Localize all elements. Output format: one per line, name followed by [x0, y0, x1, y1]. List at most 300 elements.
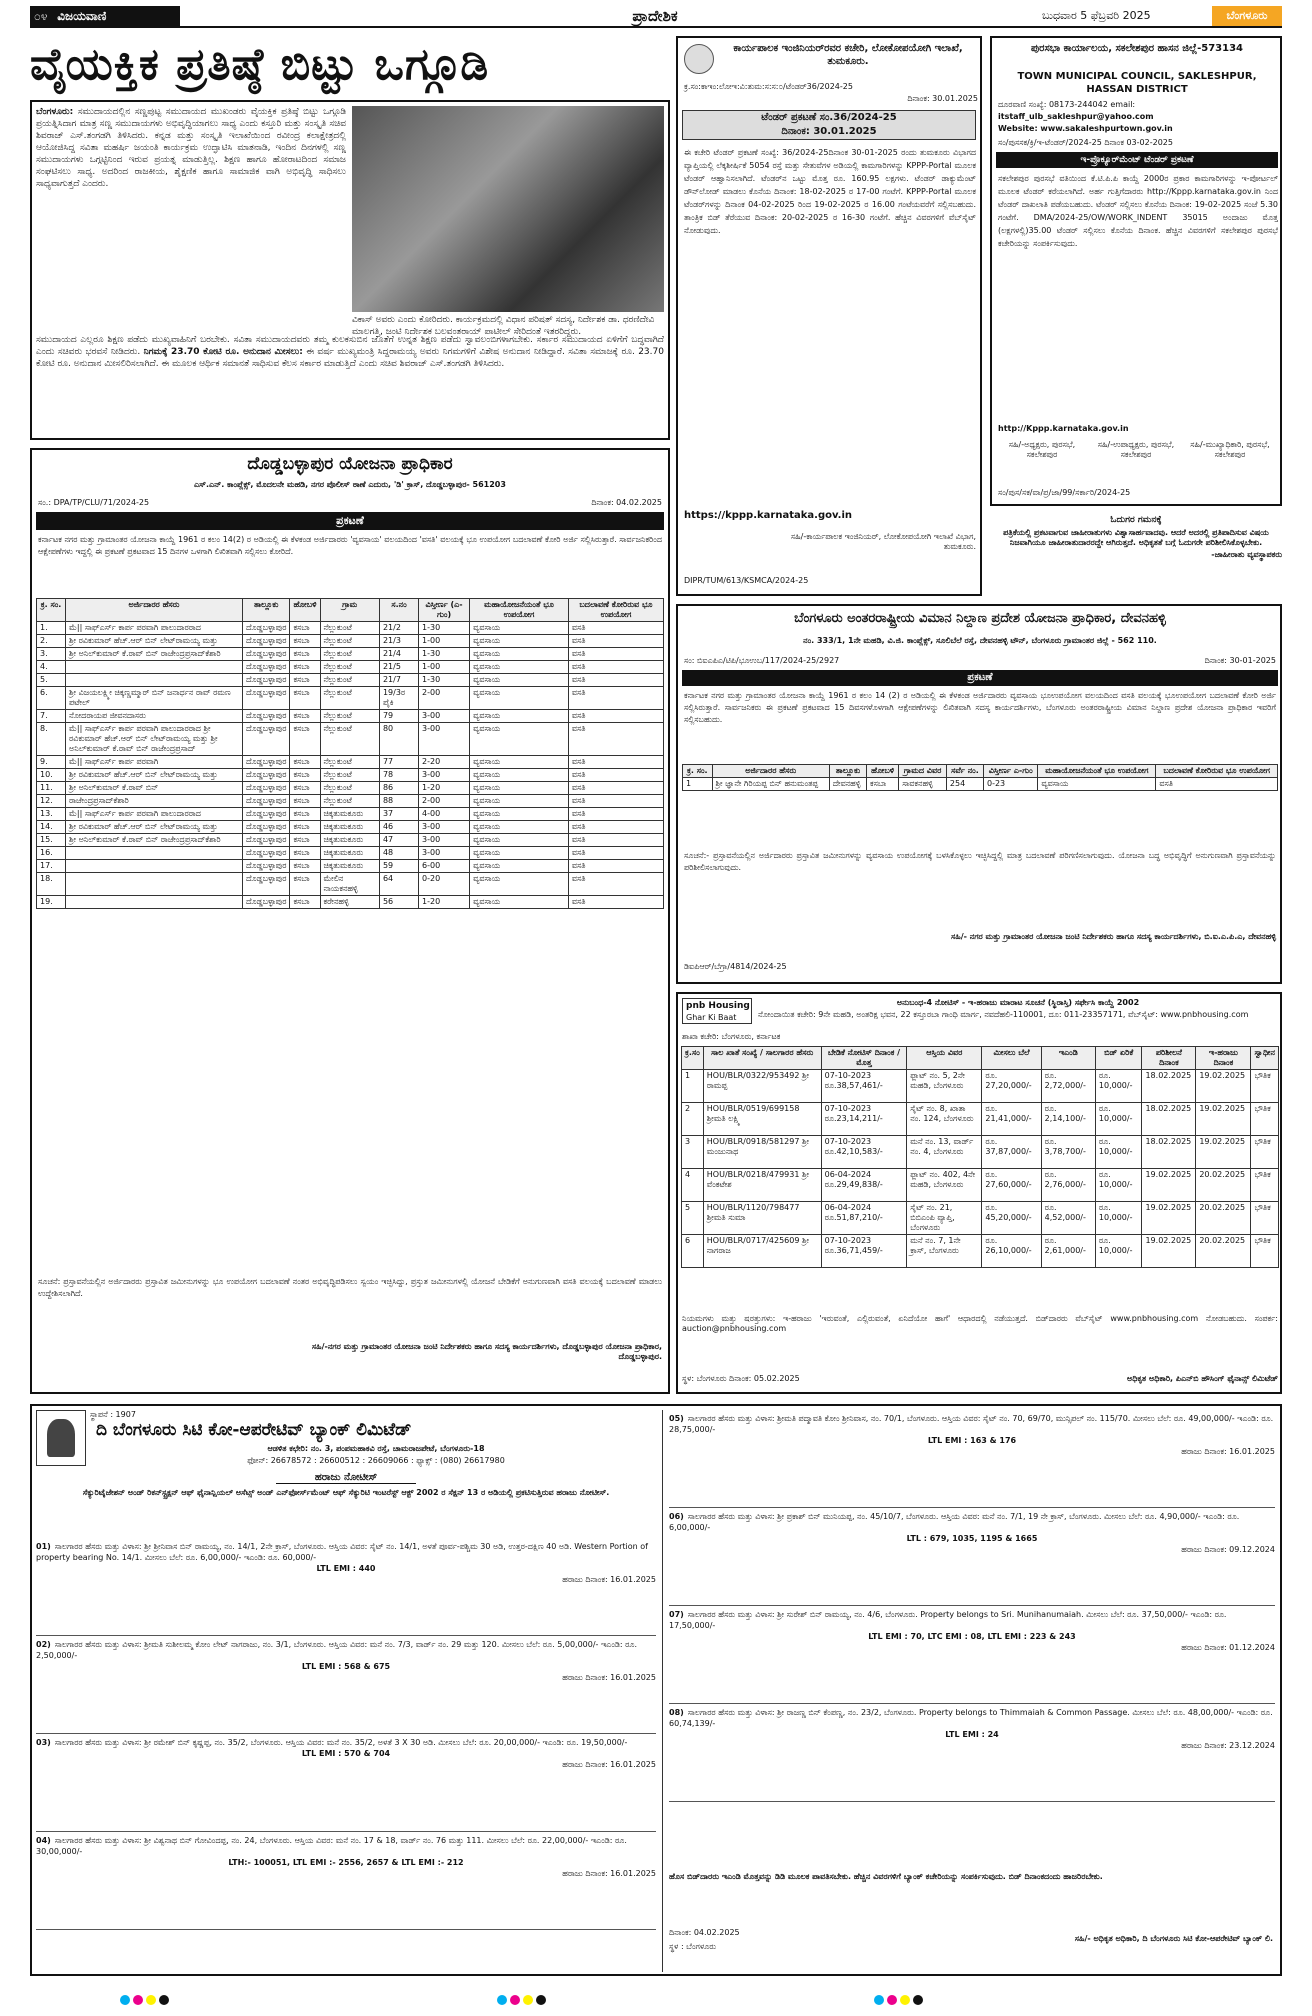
pnb-cell: 3: [682, 1136, 704, 1169]
pnb-cell: HOU/BLR/0717/425609 ಶ್ರೀ ನಾಗರಾಜ: [703, 1235, 821, 1268]
dpa-cell: ನೆಲ್ಲುಕುಂಟೆ: [320, 648, 379, 661]
dpa-table-wrap: [36, 598, 664, 1268]
bial-intro: ಕರ್ನಾಟಕ ನಗರ ಮತ್ತು ಗ್ರಾಮಾಂತರ ಯೋಜನಾ ಕಾಯ್ದೆ 1961 ರ ಕಲಂ 14 (2) ರ ಅಡಿಯಲ್ಲಿ ಈ ಕೆಳಕಂಡ ಅರ್ಜಿದಾರರು ವ್ಯವಸಾಯ ಭೂಉಪಯೋಗ ವಲಯದಿಂದ ವಸತಿ ವಲಯಕ್ಕೆ ಭೂಉಪಯೋಗ ಬದಲಾವಣೆ ಕೋರಿ ಅರ್ಜಿ ಸಲ್ಲಿಸಿರುತ್ತಾರೆ. ಸಾರ್ವಜನಿಕರು ಈ ಪ್ರಕಟಣೆ ಪ್ರಕಟವಾದ 15 ದಿವಸಗಳೊಳಗಾಗಿ ಆಕ್ಷೇಪಣೆಗಳನ್ನು ಲಿಖಿತವಾಗಿ ಸದಸ್ಯ ಕಾರ್ಯದರ್ಶಿಗಳು, ಬೆಂಗಳೂರು ಅಂತರರಾಷ್ಟ್ರೀಯ ವಿಮಾನ ನಿಲ್ದಾಣ ಪ್ರದೇಶ ಯೋಜನಾ ಪ್ರಾಧಿಕಾರ ಇವರಿಗೆ ಸಲ್ಲಿಸಬಹುದು.: [684, 691, 1276, 724]
lead-photo-caption: ವಿಕಾಸ್ ಅವರು ಎಂದು ಕೋರಿದರು. ಕಾರ್ಯಕ್ರಮದಲ್ಲಿ ವಿಧಾನ ಪರಿಷತ್ ಸದಸ್ಯ, ನಿರ್ದೇಶಕ ಡಾ. ಧರಣಿದೇವಿ ಮಾಲಗತ್ತಿ, ಜಂಟಿ ನಿರ್ದೇಶಕ ಬಲವಂತರಾಯ್ ಪಾಟೀಲ್ ಸೇರಿದಂತೆ ಇತರರಿದ್ದರು.: [352, 315, 655, 337]
dpa-cell: 1.: [37, 622, 66, 635]
bial-cell: ಶ್ರೀ ಜ್ಞಾನೇ ಗಿರಿಯಪ್ಪ ಬಿನ್ ಹನುಮಂತಪ್ಪ: [712, 778, 829, 791]
reader-notice-title: ಓದುಗರ ಗಮನಕ್ಕೆ: [1110, 515, 1162, 525]
dpa-cell: 11.: [37, 782, 66, 795]
city-tag: ಬೆಂಗಳೂರು: [1212, 6, 1282, 26]
dpa-cell: ನೆಲ್ಲುಕುಂಟೆ: [320, 674, 379, 687]
bial-note: ಸೂಚನೆ:- ಪ್ರಸ್ತಾವನೆಯಲ್ಲಿನ ಅರ್ಜಿದಾರರು ಪ್ರಸ್ತಾವಿತ ಜಮೀನುಗಳನ್ನು ವ್ಯವಸಾಯ ಉಪಯೋಗಕ್ಕೆ ಬಳಸಿಕೊಳ್ಳಲು ಇಚ್ಛಿಸಿದ್ದಲ್ಲಿ ಮಾತ್ರ ಬದಲಾವಣೆ ಪರಿಗಣಿಸಲಾಗುವುದು. ಯೋಜನಾ ಬದ್ಧ ಅಭಿವೃದ್ಧಿಗೆ ಅನುಗುಣವಾಗಿ ಪ್ರಸ್ತಾವನೆಯನ್ನು ಪರಿಶೀಲಿಸಲಾಗುವುದು.: [684, 851, 1276, 872]
dpa-th: ಗ್ರಾಮ: [320, 599, 379, 622]
table-row: [37, 723, 664, 756]
dpa-cell: 1-30: [419, 674, 470, 687]
bial-notice: ಪ್ರಕಟಣೆ: [682, 670, 1278, 686]
dpa-cell: 1-00: [419, 661, 470, 674]
lot-text: ಸಾಲಗಾರರ ಹೆಸರು ಮತ್ತು ವಿಳಾಸ: ಶ್ರೀ ಪ್ರಕಾಶ್ ಬಿನ್ ಮುನಿಯಪ್ಪ, ನಂ. 45/10/7, ಬೆಂಗಳೂರು. ಆಸ್ತಿಯ ವಿವರ: ಮನೆ ನಂ. 7/1, 19 ನೇ ಕ್ರಾಸ್, ಬೆಂಗಳೂರು. ಮೀಸಲು ಬೆಲೆ: ರೂ. 4,90,000/- ಇಎಂಡಿ: ರೂ. 6,00,000/-: [669, 1512, 1240, 1532]
dpa-title: ದೊಡ್ಡಬಳ್ಳಾಪುರ ಯೋಜನಾ ಪ್ರಾಧಿಕಾರ: [247, 454, 453, 474]
auction-lot: [36, 1636, 656, 1734]
dpa-table-header: [37, 599, 664, 622]
page-number-box: [30, 6, 180, 26]
pnb-housing-auction-ad: [676, 992, 1282, 1394]
table-row: [37, 847, 664, 860]
dpa-cell: 80: [379, 723, 418, 756]
pnb-cell: ರೂ. 45,20,000/-: [982, 1202, 1041, 1235]
dpa-cell: 77: [379, 756, 418, 769]
pnb-cell: ಫ್ಲಾಟ್ ನಂ. 5, 2ನೇ ಮಹಡಿ, ಬೆಂಗಳೂರು: [907, 1070, 982, 1103]
lot-date: ಹರಾಜು ದಿನಾಂಕ: 16.01.2025: [562, 1673, 656, 1682]
auction-lot: [36, 1832, 656, 1930]
dpa-cell: ವಸತಿ: [568, 648, 663, 661]
lot-date: ಹರಾಜು ದಿನಾಂಕ: 16.01.2025: [562, 1760, 656, 1769]
pnb-cell: ರೂ. 2,72,000/-: [1041, 1070, 1095, 1103]
dpa-cell: 3-00: [419, 821, 470, 834]
lot-text: ಸಾಲಗಾರರ ಹೆಸರು ಮತ್ತು ವಿಳಾಸ: ಶ್ರೀ ಸುರೇಶ್ ಬಿನ್ ರಾಮಯ್ಯ, ನಂ. 4/6, ಬೆಂಗಳೂರು. Property belongs to Sri. Munihanumaiah. ಮೀಸಲು ಬೆಲೆ: ರೂ. 37,50,000/- ಇಎಂಡಿ: ರೂ. 17,50,000/-: [669, 1610, 1227, 1630]
sakleshpur-email[interactable]: itstaff_ulb_sakleshpur@yahoo.com: [998, 112, 1154, 121]
pnb-footer: ನಿಯಮಗಳು ಮತ್ತು ಷರತ್ತುಗಳು: ಇ-ಹರಾಜು 'ಇರುವಂತೆ, ಎಲ್ಲಿರುವಂತೆ, ಏನಿದೆಯೋ ಹಾಗೆ' ಆಧಾರದಲ್ಲಿ ನಡೆಯುತ್ತದೆ. ಬಿಡ್‌ದಾರರು ವೆಬ್‌ಸೈಟ್ www.pnbhousing.com ನೋಡಬಹುದು. ಸಂಪರ್ಕ: auction@pnbhousing.com: [682, 1314, 1278, 1333]
dpa-notice: ಪ್ರಕಟಣೆ: [36, 512, 664, 530]
dpa-ref: ಸಂ.: DPA/TP/CLU/71/2024-25: [38, 498, 150, 507]
bccb-closing: ಹೊಸ ಬಿಡ್‌ದಾರರು ಇಎಂಡಿ ಮೊತ್ತವನ್ನು ಡಿಡಿ ಮೂಲಕ ಪಾವತಿಸಬೇಕು. ಹೆಚ್ಚಿನ ವಿವರಗಳಿಗೆ ಬ್ಯಾಂಕ್ ಕಚೇರಿಯನ್ನು ಸಂಪರ್ಕಿಸುವುದು. ಬಿಡ್ ದಿನಾಂಕದಂದು ಹಾಜರಿರಬೇಕು.: [669, 1872, 1103, 1881]
dpa-cell: ನೆಲ್ಲುಕುಂಟೆ: [320, 687, 379, 710]
dpa-cell: 0-20: [419, 873, 470, 896]
lot-emi: LTH:- 100051, LTL EMI :- 2556, 2657 & LTL EMI :- 212: [228, 1858, 464, 1867]
dpa-cell: ನೆಲ್ಲುಕುಂಟೆ: [320, 635, 379, 648]
bial-address: ನಂ. 333/1, 1ನೇ ಮಹಡಿ, ವಿ.ಜಿ. ಕಾಂಪ್ಲೆಕ್ಸ್, ಸೂಲಿಬೆಲೆ ರಸ್ತೆ, ದೇವನಹಳ್ಳಿ ಟೌನ್, ಬೆಂಗಳೂರು ಗ್ರಾಮಾಂತರ ಜಿಲ್ಲೆ - 562 110.: [803, 636, 1157, 645]
dpa-cell: 21/2: [379, 622, 418, 635]
sakleshpur-web2[interactable]: http://Kppp.karnataka.gov.in: [998, 424, 1129, 433]
pnb-cell: ಭೌತಿಕ: [1251, 1103, 1279, 1136]
table-row: [682, 1070, 1279, 1103]
dpa-cell: ವ್ಯವಸಾಯ: [470, 674, 569, 687]
doddaballapur-clu-ad: [30, 448, 670, 1394]
dpa-note: ಸೂಚನೆ: ಪ್ರಸ್ತಾವನೆಯಲ್ಲಿನ ಅರ್ಜಿದಾರರು ಪ್ರಸ್ತಾವಿತ ಜಮೀನುಗಳನ್ನು ಭೂ ಉಪಯೋಗ ಬದಲಾವಣೆ ನಂತರ ಅಭಿವೃದ್ಧಿಪಡಿಸಲು ಸ್ವಯಂ ಇಚ್ಛಿಸಿದ್ದು, ಪ್ರಸ್ತುತ ಜಮೀನುಗಳಲ್ಲಿ ಯೋಜನೆ ಬೇಡಿಕೆಗೆ ಅನುಗುಣವಾಗಿ ವಸತಿ ವಲಯಕ್ಕೆ ಬದಲಾವಣೆ ಮಾಡಲು ಉದ್ದೇಶಿಸಲಾಗಿದೆ.: [38, 1277, 662, 1298]
bank-emblem-icon: [47, 1419, 75, 1457]
pnb-cell: ಭೌತಿಕ: [1251, 1169, 1279, 1202]
pnb-cell: 19.02.2025: [1142, 1202, 1196, 1235]
dpa-cell: 2-20: [419, 756, 470, 769]
dpa-cell: ಶ್ರೀ ರವಿಕುಮಾರ್ ಹೆಚ್.ಆರ್ ಬಿನ್ ಲೇಟ್‌ರಾಮಯ್ಯ ಮತ್ತು: [66, 635, 243, 648]
pnb-cell: 06-04-2024 ರೂ.29,49,838/-: [821, 1169, 907, 1202]
pnb-cell: HOU/BLR/0519/699158 ಶ್ರೀಮತಿ ಲಕ್ಷ್ಮಿ: [703, 1103, 821, 1136]
dpa-cell: 3-00: [419, 723, 470, 756]
dpa-cell: ವಸತಿ: [568, 795, 663, 808]
pnb-cell: ರೂ. 2,14,100/-: [1041, 1103, 1095, 1136]
pnb-cell: ರೂ. 26,10,000/-: [982, 1235, 1041, 1268]
pnb-cell: 6: [682, 1235, 704, 1268]
pnb-cell: ರೂ. 27,20,000/-: [982, 1070, 1041, 1103]
dpa-cell: 48: [379, 847, 418, 860]
dpa-table-body: [37, 622, 664, 909]
table-row: [682, 1202, 1279, 1235]
table-row: [37, 896, 664, 909]
pnb-cell: ಭೌತಿಕ: [1251, 1136, 1279, 1169]
pnb-cell: 07-10-2023 ರೂ.38,57,461/-: [821, 1070, 907, 1103]
masthead: [30, 6, 1282, 28]
dpa-cell: 3-00: [419, 710, 470, 723]
table-row: [37, 795, 664, 808]
dpa-date: ದಿನಾಂಕ: 04.02.2025: [591, 498, 662, 507]
bial-table-header: [683, 765, 1278, 778]
pnb-cell: ಭೌತಿಕ: [1251, 1070, 1279, 1103]
dpa-cell: ದೊಡ್ಡಬಳ್ಳಾಪುರ: [243, 795, 290, 808]
reg-mark: [536, 1995, 546, 2005]
pnb-cell: ರೂ. 10,000/-: [1095, 1070, 1142, 1103]
dpa-cell: ಚಿಕ್ಕತುಮಕೂರು: [320, 847, 379, 860]
pnb-cell: ರೂ. 10,000/-: [1095, 1202, 1142, 1235]
pnb-sign: ಅಧಿಕೃತ ಅಧಿಕಾರಿ, ಪಿಎನ್‌ಬಿ ಹೌಸಿಂಗ್ ಫೈನಾನ್ಸ್ ಲಿಮಿಟೆಡ್: [1126, 1374, 1278, 1383]
pnb-cell: HOU/BLR/0218/479931 ಶ್ರೀ ವೆಂಕಟೇಶ: [703, 1169, 821, 1202]
dpa-cell: ಶ್ರೀ ಅನಿಲ್‌ಕುಮಾರ್ ಕೆ.ರಾವ್ ಬಿನ್: [66, 782, 243, 795]
dpa-cell: ವಸತಿ: [568, 860, 663, 873]
dpa-cell: ಕಸಬಾ: [290, 769, 320, 782]
bccb-right: [662, 1410, 1276, 1972]
dpa-cell: ದೊಡ್ಡಬಳ್ಳಾಪುರ: [243, 661, 290, 674]
pnb-title: ಅನುಬಂಧ-4 ನೋಟಿಸ್ - ಇ-ಹರಾಜು ಮಾರಾಟ ಸೂಚನೆ (ಸ್ಥಿರಾಸ್ತಿ) ಸರ್ಫೇಸಿ ಕಾಯ್ದೆ 2002: [896, 998, 1140, 1007]
pnb-cell: 19.02.2025: [1142, 1169, 1196, 1202]
pnb-cell: ರೂ. 10,000/-: [1095, 1136, 1142, 1169]
reader-notice: [990, 514, 1282, 596]
dpa-cell: ಮೆ|| ಸಾಫ್‌ಎರ್ಸ್ ಕಾರ್ಪ ಪರವಾಗಿ ಪಾಲುದಾರರಾದ: [66, 808, 243, 821]
registration-marks: [120, 1990, 1220, 2004]
dpa-th: ವಿಸ್ತೀರ್ಣ (ಎ-ಗುಂ): [419, 599, 470, 622]
dpa-cell: 14.: [37, 821, 66, 834]
dpa-cell: ವ್ಯವಸಾಯ: [470, 860, 569, 873]
tumkur-notice-date: ದಿನಾಂಕ: 30.01.2025: [781, 126, 877, 137]
dpa-cell: ವ್ಯವಸಾಯ: [470, 648, 569, 661]
bccb-logo: [36, 1410, 86, 1466]
dpa-cell: 10.: [37, 769, 66, 782]
bial-th: ಬದಲಾವಣೆ ಕೋರಿರುವ ಭೂ ಉಪಯೋಗ: [1156, 765, 1278, 778]
pnb-cell: 1: [682, 1070, 704, 1103]
tumkur-ref: ಕ್ರ.ಸಂ:ಕಾಇಂ:ಲೋಇ:ವಿ:ತುಮ:ಸ:ಸ:೦/ಟೆಂಡರ್36/2024-25: [684, 82, 853, 91]
pnb-cell: 20.02.2025: [1196, 1169, 1251, 1202]
pnb-cell: 20.02.2025: [1196, 1202, 1251, 1235]
dpa-cell: 21/4: [379, 648, 418, 661]
pnb-cell: ಮನೆ ನಂ. 13, ವಾರ್ಡ್ ನಂ. 4, ಬೆಂಗಳೂರು: [907, 1136, 982, 1169]
table-row: [682, 1235, 1279, 1268]
dpa-cell: 1-00: [419, 635, 470, 648]
bccb-left: [36, 1410, 656, 1972]
dpa-cell: ದೊಡ್ಡಬಳ್ಳಾಪುರ: [243, 648, 290, 661]
dpa-cell: ವ್ಯವಸಾಯ: [470, 847, 569, 860]
emblem-icon: [684, 44, 714, 74]
pnb-cell: ರೂ. 10,000/-: [1095, 1169, 1142, 1202]
dpa-intro: ಕರ್ನಾಟಕ ನಗರ ಮತ್ತು ಗ್ರಾಮಾಂತರ ಯೋಜನಾ ಕಾಯ್ದೆ 1961 ರ ಕಲಂ 14(2) ರ ಅಡಿಯಲ್ಲಿ ಈ ಕೆಳಕಂಡ ಅರ್ಜಿದಾರರು 'ವ್ಯವಸಾಯ' ವಲಯದಿಂದ 'ವಸತಿ' ವಲಯಕ್ಕೆ ಭೂ ಉಪಯೋಗ ಬದಲಾವಣೆ ಕೋರಿ ಅರ್ಜಿ ಸಲ್ಲಿಸಿರುತ್ತಾರೆ. ಸಾರ್ವಜನಿಕರಿಂದ ಆಕ್ಷೇಪಣೆಗಳು ಇದ್ದಲ್ಲಿ ಈ ಪ್ರಕಟಣೆ ಪ್ರಕಟವಾದ 15 ದಿನಗಳ ಒಳಗಾಗಿ ಲಿಖಿತವಾಗಿ ಸಲ್ಲಿಸಲು ಕೋರಿದೆ.: [38, 535, 662, 556]
pnb-cell: ರೂ. 4,52,000/-: [1041, 1202, 1095, 1235]
lead-col1: [36, 106, 346, 330]
bial-cell: ಕಸಬಾ: [867, 778, 899, 791]
dpa-cell: ವಸತಿ: [568, 782, 663, 795]
dpa-cell: 17.: [37, 860, 66, 873]
dpa-cell: 21/5: [379, 661, 418, 674]
dpa-cell: 79: [379, 710, 418, 723]
lot-date: ಹರಾಜು ದಿನಾಂಕ: 23.12.2024: [1181, 1741, 1275, 1750]
dpa-th: ತಾಲ್ಲೂಕು: [243, 599, 290, 622]
pnb-th: ಬಿಡ್ ಏರಿಕೆ: [1095, 1047, 1142, 1070]
dpa-cell: 21/3: [379, 635, 418, 648]
table-row: [682, 1103, 1279, 1136]
dpa-cell: 2.: [37, 635, 66, 648]
dpa-cell: ವಸತಿ: [568, 896, 663, 909]
pnb-cell: 18.02.2025: [1142, 1070, 1196, 1103]
dpa-th: ಬದಲಾವಣೆ ಕೋರಿರುವ ಭೂ ಉಪಯೋಗ: [568, 599, 663, 622]
lot-number: 03): [36, 1738, 51, 1747]
dpa-th: ಹೋಬಳಿ: [290, 599, 320, 622]
dpa-sign: ಸಹಿ/-ನಗರ ಮತ್ತು ಗ್ರಾಮಾಂತರ ಯೋಜನಾ ಜಂಟಿ ನಿರ್ದೇಶಕರು ಹಾಗೂ ಸದಸ್ಯ ಕಾರ್ಯದರ್ಶಿಗಳು, ದೊಡ್ಡಬಳ್ಳಾಪುರ ಯೋಜನಾ ಪ್ರಾಧಿಕಾರ, ದೊಡ್ಡಬಳ್ಳಾಪುರ.: [311, 1342, 662, 1361]
dpa-cell: ವಸತಿ: [568, 687, 663, 710]
sakleshpur-body: ಸಕಲೇಶಪುರ ಪುರಸಭೆ ವತಿಯಿಂದ ಕೆ.ಟಿ.ಪಿ.ಪಿ ಕಾಯ್ದೆ 2000ರ ಪ್ರಕಾರ ಕಾಮಗಾರಿಗಳನ್ನು ಇ-ಪೋರ್ಟಲ್ ಮೂಲಕ ಟೆಂಡರ್ ಕರೆಯಲಾಗಿದೆ. ಅರ್ಹ ಗುತ್ತಿಗೆದಾರರು http://Kppp.karnataka.gov.in ನಿಂದ ಟೆಂಡರ್ ದಾಖಲಾತಿ ಪಡೆಯಬಹುದು. ಟೆಂಡರ್ ಸಲ್ಲಿಸಲು ಕೊನೆಯ ದಿನಾಂಕ: 19-02-2025 ಸಂಜೆ 5.30 ಗಂಟೆಗೆ. DMA/2024-25/OW/WORK_INDENT 35015 ಅಂದಾಜು ಮೊತ್ತ (ಲಕ್ಷಗಳಲ್ಲಿ)35.00 ಟೆಂಡರ್ ಸಲ್ಲಿಸಲು ಕೊನೆಯ ದಿನಾಂಕ. ಹೆಚ್ಚಿನ ವಿವರಗಳಿಗೆ ಸಕಲೇಶಪುರ ಪುರಸಭೆ ಕಚೇರಿಯನ್ನು ಸಂಪರ್ಕಿಸುವುದು.: [998, 174, 1278, 248]
dpa-cell: ದೊಡ್ಡಬಳ್ಳಾಪುರ: [243, 896, 290, 909]
pnb-cell: ಸೈಟ್ ನಂ. 8, ಖಾತಾ ನಂ. 124, ಬೆಂಗಳೂರು: [907, 1103, 982, 1136]
table-row: [37, 648, 664, 661]
dpa-cell: ರಾಜೇಂದ್ರಪ್ರಸಾದ್‌ಕೆಶಾರಿ: [66, 795, 243, 808]
dpa-cell: ವಸತಿ: [568, 622, 663, 635]
lead-body-box: [30, 100, 670, 440]
dpa-cell: ಶ್ರೀ ರವಿಕುಮಾರ್ ಹೆಚ್.ಆರ್ ಬಿನ್ ಲೇಟ್‌ರಾಮಯ್ಯ ಮತ್ತು: [66, 821, 243, 834]
dpa-cell: 4-00: [419, 808, 470, 821]
dpa-cell: ವ್ಯವಸಾಯ: [470, 635, 569, 648]
dpa-cell: [66, 860, 243, 873]
pnb-cell: HOU/BLR/1120/798477 ಶ್ರೀಮತಿ ಸುಮಾ: [703, 1202, 821, 1235]
pnb-table-body: [682, 1070, 1279, 1268]
dpa-cell: 12.: [37, 795, 66, 808]
dpa-cell: 3-00: [419, 834, 470, 847]
dpa-th: ಕ್ರ. ಸಂ.: [37, 599, 66, 622]
pnb-cell: ಸೈಟ್ ನಂ. 21, ಬಿಬಿಎಂಪಿ ವ್ಯಾಪ್ತಿ, ಬೆಂಗಳೂರು: [907, 1202, 982, 1235]
dpa-cell: ದೊಡ್ಡಬಳ್ಳಾಪುರ: [243, 834, 290, 847]
dpa-cell: ದೊಡ್ಡಬಳ್ಳಾಪುರ: [243, 782, 290, 795]
dpa-cell: 1-20: [419, 782, 470, 795]
dpa-cell: ವಸತಿ: [568, 821, 663, 834]
dpa-cell: 1-30: [419, 648, 470, 661]
dpa-cell: [66, 896, 243, 909]
pnb-th: ಸ್ವಾಧೀನ: [1251, 1047, 1279, 1070]
dpa-cell: ಮೇಲಿನ ನಾಯಕನಹಳ್ಳಿ: [320, 873, 379, 896]
lot-number: 02): [36, 1640, 51, 1649]
dpa-cell: ನೆಲ್ಲುಕುಂಟೆ: [320, 782, 379, 795]
dpa-cell: ಮೆ|| ಸಾಫ್‌ಎರ್ಸ್ ಕಾರ್ಪ ಪರವಾಗಿ ಪಾಲುದಾರರಾದ ಶ್ರೀ ರವಿಕುಮಾರ್ ಹೆಚ್.ಆರ್ ಬಿನ್ ಲೇಟ್‌ರಾಮಯ್ಯ ಮತ್ತು ಶ್ರೀ ಅನಿಲ್‌ಕುಮಾರ್ ಕೆ.ರಾವ್ ಬಿನ್ ರಾಜೇಂದ್ರಪ್ರಸಾದ್: [66, 723, 243, 756]
lot-date: ಹರಾಜು ದಿನಾಂಕ: 16.01.2025: [562, 1869, 656, 1878]
lot-date: ಹರಾಜು ದಿನಾಂಕ: 16.01.2025: [562, 1575, 656, 1584]
dpa-cell: ದೊಡ್ಡಬಳ್ಳಾಪುರ: [243, 635, 290, 648]
pnb-tagline: Ghar Ki Baat: [686, 1013, 737, 1022]
sakleshpur-tmc-tender-ad: [990, 36, 1282, 506]
dpa-cell: ನೆಲ್ಲುಕುಂಟೆ: [320, 622, 379, 635]
pnb-th: ಇಎಂಡಿ: [1041, 1047, 1095, 1070]
dpa-cell: 18.: [37, 873, 66, 896]
lead-col-bottom: [36, 334, 664, 434]
dpa-cell: [66, 873, 243, 896]
dpa-cell: ಚಿಕ್ಕತುಮಕೂರು: [320, 821, 379, 834]
dpa-cell: 2-00: [419, 795, 470, 808]
dpa-cell: ಕಸಬಾ: [290, 661, 320, 674]
dpa-cell: ವ್ಯವಸಾಯ: [470, 622, 569, 635]
dpa-cell: ನೆಲ್ಲುಕುಂಟೆ: [320, 723, 379, 756]
sakleshpur-office-en: TOWN MUNICIPAL COUNCIL, SAKLESHPUR, HASSAN DISTRICT: [1017, 71, 1257, 95]
dpa-cell: ದೊಡ್ಡಬಳ್ಳಾಪುರ: [243, 756, 290, 769]
dpa-th: ಸ.ನಂ: [379, 599, 418, 622]
dpa-cell: ವ್ಯವಸಾಯ: [470, 782, 569, 795]
sakleshpur-phone: ದೂರವಾಣಿ ಸಂಖ್ಯೆ: 08173-244042 email:: [998, 100, 1136, 109]
bial-table: [682, 764, 1278, 791]
bccb-sign: ಸಹಿ/- ಅಧಿಕೃತ ಅಧಿಕಾರಿ, ದಿ ಬೆಂಗಳೂರು ಸಿಟಿ ಕೋ-ಆಪರೇಟಿವ್ ಬ್ಯಾಂಕ್ ಲಿ.: [1074, 1934, 1273, 1943]
lot-emi: LTL EMI : 70, LTC EMI : 08, LTL EMI : 223 & 243: [868, 1632, 1076, 1641]
sakleshpur-web[interactable]: Website: www.sakaleshpurtown.gov.in: [998, 124, 1173, 133]
table-row: [37, 834, 664, 847]
lot-emi: LTL EMI : 440: [316, 1564, 376, 1573]
dpa-address: ಎಸ್.ಎನ್. ಕಾಂಪ್ಲೆಕ್ಸ್, ಮೊದಲನೇ ಮಹಡಿ, ನಗರ ಪೊಲೀಸ್ ಠಾಣೆ ಎದುರು, 'ಡಿ' ಕ್ರಾಸ್, ದೊಡ್ಡಬಳ್ಳಾಪುರ- 561203: [194, 480, 506, 489]
dpa-cell: ನೆಲ್ಲುಕುಂಟೆ: [320, 756, 379, 769]
pnb-cell: ಮನೆ ನಂ. 7, 1ನೇ ಕ್ರಾಸ್, ಬೆಂಗಳೂರು: [907, 1235, 982, 1268]
tumkur-body: ಈ ಕಚೇರಿ ಟೆಂಡರ್ ಪ್ರಕಟಣೆ ಸಂಖ್ಯೆ: 36/2024-25ದಿನಾಂಕ 30-01-2025 ರಂದು ತುಮಕೂರು ವಿಭಾಗದ ವ್ಯಾಪ್ತಿಯಲ್ಲಿ ಲೆಕ್ಕಶೀರ್ಷಿಕೆ 5054 ರಸ್ತೆ ಮತ್ತು ಸೇತುವೆಗಳ ಅಡಿಯಲ್ಲಿ ಕಾಮಗಾರಿಗಳನ್ನು KPPP-Portal ಮೂಲಕ ಟೆಂಡರ್ ಆಹ್ವಾನಿಸಲಾಗಿದೆ. ಟೆಂಡರ್‌ನ ಒಟ್ಟು ಮೊತ್ತ ರೂ. 160.95 ಲಕ್ಷಗಳು. ಟೆಂಡರ್ ಡಾಕ್ಯುಮೆಂಟ್ ಡೌನ್‌ಲೋಡ್ ಮಾಡಲು ಕೊನೆಯ ದಿನಾಂಕ: 18-02-2025 ರ 17-00 ಗಂಟೆಗೆ. KPPP-Portal ಮೂಲಕ ಟೆಂಡರ್‌ಗಳನ್ನು ದಿನಾಂಕ 04-02-2025 ರಿಂದ 19-02-2025 ರ 16.00 ಗಂಟೆಯವರೆಗೆ ಸಲ್ಲಿಸಬಹುದು. ತಾಂತ್ರಿಕ ಬಿಡ್ ತೆರೆಯುವ ದಿನಾಂಕ: 20-02-2025 ರ 16-30 ಗಂಟೆಗೆ. ಹೆಚ್ಚಿನ ವಿವರಗಳಿಗೆ ವೆಬ್‌ಸೈಟ್ ನೋಡುವುದು.: [684, 148, 976, 235]
bccb-auction-ad: [30, 1404, 1282, 1976]
pnb-cell: ರೂ. 27,60,000/-: [982, 1169, 1041, 1202]
dpa-table: [36, 598, 664, 909]
dpa-cell: ವಸತಿ: [568, 723, 663, 756]
dpa-cell: 64: [379, 873, 418, 896]
auction-lot: [669, 1410, 1275, 1508]
reg-mark: [133, 1995, 143, 2005]
auction-lot: [669, 1704, 1275, 1802]
bial-cell: ವಸತಿ: [1156, 778, 1278, 791]
dpa-cell: 1-30: [419, 622, 470, 635]
pnb-table: [681, 1046, 1279, 1268]
lot-emi: LTL EMI : 570 & 704: [301, 1749, 391, 1758]
pnb-cell: 20.02.2025: [1196, 1235, 1251, 1268]
dpa-cell: ದೊಡ್ಡಬಳ್ಳಾಪುರ: [243, 674, 290, 687]
dpa-cell: ಶ್ರೀ ಅನಿಲ್‌ಕುಮಾರ್ ಕೆ.ರಾವ್ ಬಿನ್ ರಾಜೇಂದ್ರಪ್ರಸಾದ್‌ಕೆಶಾರಿ: [66, 834, 243, 847]
dpa-cell: ಕಸಬಾ: [290, 674, 320, 687]
table-row: [37, 756, 664, 769]
bccb-intro: ಸೆಕ್ಯುರಿಟೈಜೇಶನ್ ಅಂಡ್ ರಿಕನ್‌ಸ್ಟ್ರಕ್ಷನ್ ಆಫ್ ಫೈನಾನ್ಷಿಯಲ್ ಅಸೆಟ್ಸ್ ಅಂಡ್ ಎನ್‌ಫೋರ್ಸ್‌ಮೆಂಟ್ ಆಫ್ ಸೆಕ್ಯುರಿಟಿ ಇಂಟರೆಸ್ಟ್ ಆಕ್ಟ್ 2002 ರ ಸೆಕ್ಷನ್ 13 ರ ಅಡಿಯಲ್ಲಿ ಪ್ರಕಟಿಸುತ್ತಿರುವ ಹರಾಜು ನೋಟೀಸ್.: [82, 1488, 610, 1497]
bial-th: ಅರ್ಜಿದಾರರ ಹೆಸರು: [712, 765, 829, 778]
reg-mark: [497, 1995, 507, 2005]
pnb-cell: 4: [682, 1169, 704, 1202]
lot-text: ಸಾಲಗಾರರ ಹೆಸರು ಮತ್ತು ವಿಳಾಸ: ಶ್ರೀಮತಿ ಸುಶೀಲಮ್ಮ ಕೋಂ ಲೇಟ್ ನಾಗರಾಜು, ನಂ. 3/1, ಬೆಂಗಳೂರು. ಆಸ್ತಿಯ ವಿವರ: ಮನೆ ನಂ. 7/3, ವಾರ್ಡ್ ನಂ. 29 ಮತ್ತು 120. ಮೀಸಲು ಬೆಲೆ: ರೂ. 5,00,000/- ಇಎಂಡಿ: ರೂ. 2,50,000/-: [36, 1640, 638, 1660]
dpa-cell: ದೊಡ್ಡಬಳ್ಳಾಪುರ: [243, 873, 290, 896]
dpa-cell: ವ್ಯವಸಾಯ: [470, 661, 569, 674]
dpa-cell: ನೆಲ್ಲುಕುಂಟೆ: [320, 769, 379, 782]
dpa-cell: 3.: [37, 648, 66, 661]
dpa-cell: [66, 674, 243, 687]
tumkur-website: https://kppp.karnataka.gov.in: [684, 510, 853, 521]
table-row: [37, 710, 664, 723]
dpa-cell: ಚಿಕ್ಕತುಮಕೂರು: [320, 808, 379, 821]
pnb-cell: ರೂ. 2,76,000/-: [1041, 1169, 1095, 1202]
dpa-cell: ವಸತಿ: [568, 808, 663, 821]
pnb-cell: 18.02.2025: [1142, 1103, 1196, 1136]
dpa-cell: ವಸತಿ: [568, 847, 663, 860]
dpa-cell: ದೊಡ್ಡಬಳ್ಳಾಪುರ: [243, 808, 290, 821]
dpa-cell: ಕಸಬಾ: [290, 648, 320, 661]
dpa-cell: 5.: [37, 674, 66, 687]
pnb-cell: 06-04-2024 ರೂ.51,87,210/-: [821, 1202, 907, 1235]
dpa-cell: ನೆಲ್ಲುಕುಂಟೆ: [320, 795, 379, 808]
sakleshpur-signer-2: ಸಹಿ/-ಉಪಾಧ್ಯಕ್ಷರು, ಪುರಸಭೆ, ಸಕಲೇಶಪುರ: [1097, 440, 1175, 459]
table-row: [683, 778, 1278, 791]
dpa-cell: ವಸತಿ: [568, 710, 663, 723]
pnb-cell: ರೂ. 21,41,000/-: [982, 1103, 1041, 1136]
dpa-cell: ವ್ಯವಸಾಯ: [470, 687, 569, 710]
dpa-cell: ನೆಲ್ಲುಕುಂಟೆ: [320, 710, 379, 723]
dpa-cell: ನೋದರಾಯಪ ಜೀವನದಾಸರು: [66, 710, 243, 723]
dpa-cell: ಕಸಬಾ: [290, 756, 320, 769]
dpa-cell: ಕಸಬಾ: [290, 847, 320, 860]
bccb-date: ದಿನಾಂಕ: 04.02.2025: [669, 1928, 740, 1937]
dpa-cell: ದೊಡ್ಡಬಳ್ಳಾಪುರ: [243, 622, 290, 635]
pnb-place: ಸ್ಥಳ: ಬೆಂಗಳೂರು ದಿನಾಂಕ: 05.02.2025: [682, 1374, 800, 1383]
bial-th: ವಿಸ್ತೀರ್ಣ ಎ-ಗುಂ: [983, 765, 1037, 778]
pnb-brand: pnb Housing: [686, 1001, 750, 1011]
dpa-cell: ವ್ಯವಸಾಯ: [470, 873, 569, 896]
dpa-cell: 7.: [37, 710, 66, 723]
pnb-cell: ಭೌತಿಕ: [1251, 1202, 1279, 1235]
dpa-cell: 21/7: [379, 674, 418, 687]
bial-clu-ad: [676, 604, 1282, 984]
dpa-cell: ಕಸಬಾ: [290, 710, 320, 723]
dpa-cell: ಕಸಬಾ: [290, 873, 320, 896]
pnb-cell: 19.02.2025: [1196, 1070, 1251, 1103]
sakleshpur-notice: ಇ-ಪ್ರೊಕ್ಯೂರ್‌ಮೆಂಟ್ ಟೆಂಡರ್ ಪ್ರಕಟಣೆ: [996, 152, 1278, 168]
dpa-cell: 46: [379, 821, 418, 834]
reader-notice-body: ಪತ್ರಿಕೆಯಲ್ಲಿ ಪ್ರಕಟವಾಗುವ ಜಾಹೀರಾತುಗಳು ವಿಶ್ವಾಸಾರ್ಹವಾದವು. ಆದರೆ ಅದರಲ್ಲಿ ಪ್ರತಿಪಾದಿಸುವ ವಿಷಯ ನಿಜವಾಗಿಯೂ ಜಾಹೀರಾತುದಾರರದ್ದೇ ಆಗಿರುತ್ತದೆ. ಅಧಿಕೃತತೆ ಬಗ್ಗೆ ಓದುಗರೇ ಪರಿಶೀಲಿಸಿಕೊಳ್ಳಬೇಕು.: [1003, 528, 1269, 547]
dpa-cell: 19.: [37, 896, 66, 909]
reg-mark: [913, 1995, 923, 2005]
pnb-logo: [682, 998, 752, 1024]
bccb-estd: ಸ್ಥಾಪನೆ : 1907: [90, 1410, 136, 1419]
pnb-cell: 07-10-2023 ರೂ.23,14,211/-: [821, 1103, 907, 1136]
dpa-cell: ಕಸಬಾ: [290, 808, 320, 821]
dpa-cell: ನೆಲ್ಲುಕುಂಟೆ: [320, 661, 379, 674]
table-row: [37, 873, 664, 896]
tumkur-notice-title: ಟೆಂಡರ್ ಪ್ರಕಟಣೆ ಸಂ.36/2024-25: [761, 112, 897, 123]
lot-number: 06): [669, 1512, 684, 1521]
pnb-cell: ರೂ. 37,87,000/-: [982, 1136, 1041, 1169]
table-row: [37, 661, 664, 674]
dpa-cell: 13.: [37, 808, 66, 821]
dpa-cell: 2-00: [419, 687, 470, 710]
tumkur-ref-date: ದಿನಾಂಕ: 30.01.2025: [907, 94, 978, 103]
bccb-place: ಸ್ಥಳ : ಬೆಂಗಳೂರು: [669, 1942, 717, 1951]
dpa-cell: ಕಸಬಾ: [290, 834, 320, 847]
bccb-left-lots: [36, 1538, 656, 1968]
dpa-cell: ಶ್ರೀ ವಿಜಯಲಕ್ಷ್ಮೀ ಚಿಕ್ಕಣ್ಣಮ್ಮಾರ್ ಬಿನ್ ಜನಾರ್ಧನ ರಾವ್ ರಮಣ ಪಟೇಲ್: [66, 687, 243, 710]
pnb-cell: 07-10-2023 ರೂ.42,10,583/-: [821, 1136, 907, 1169]
lot-number: 04): [36, 1836, 51, 1845]
table-row: [682, 1136, 1279, 1169]
dpa-cell: ವ್ಯವಸಾಯ: [470, 834, 569, 847]
dpa-cell: ದೊಡ್ಡಬಳ್ಳಾಪುರ: [243, 860, 290, 873]
tumkur-pwd-tender-ad: [676, 36, 982, 596]
dpa-cell: 88: [379, 795, 418, 808]
lot-emi: LTL EMI : 24: [945, 1730, 999, 1739]
lead-subhead: ನಿಗಮಕ್ಕೆ 23.70 ಕೋಟಿ ರೂ. ಅನುದಾನ ಮೀಸಲು:: [143, 347, 303, 357]
sakleshpur-office-kn: ಪುರಸಭಾ ಕಾರ್ಯಾಲಯ, ಸಕಲೇಶಪುರ ಹಾಸನ ಜಿಲ್ಲೆ-573134: [1031, 43, 1243, 54]
reg-mark: [887, 1995, 897, 2005]
reg-mark: [510, 1995, 520, 2005]
tumkur-code: DIPR/TUM/613/KSMCA/2024-25: [684, 576, 809, 585]
pnb-th: ಮೀಸಲು ಬೆಲೆ: [982, 1047, 1041, 1070]
dpa-cell: ದೊಡ್ಡಬಳ್ಳಾಪುರ: [243, 687, 290, 710]
lead-story: [30, 34, 670, 434]
auction-lot: [669, 1606, 1275, 1704]
lead-body-2: ಸಮುದಾಯದ ಎಲ್ಲರೂ ಶಿಕ್ಷಣ ಪಡೆದು ಮುಖ್ಯವಾಹಿನಿಗೆ ಬರಬೇಕು. ಸವಿತಾ ಸಮುದಾಯದವರು ತಮ್ಮ ಕುಲಕಸುಬಿನ ಜೊತೆಗೆ ಉನ್ನತ ಶಿಕ್ಷಣ ಪಡೆದು ಸ್ವಾವಲಂಬಿಗಳಾಗಬೇಕು. ಸರ್ಕಾರ ಸಮುದಾಯದ ಏಳಿಗೆಗೆ ಬದ್ಧವಾಗಿದೆ ಎಂದು ಸಚಿವರು ಭರವಸೆ ನೀಡಿದರು.: [36, 335, 664, 357]
bial-th: ತಾಲ್ಲೂಕು: [829, 765, 866, 778]
dpa-cell: 3-00: [419, 847, 470, 860]
dpa-cell: 4.: [37, 661, 66, 674]
